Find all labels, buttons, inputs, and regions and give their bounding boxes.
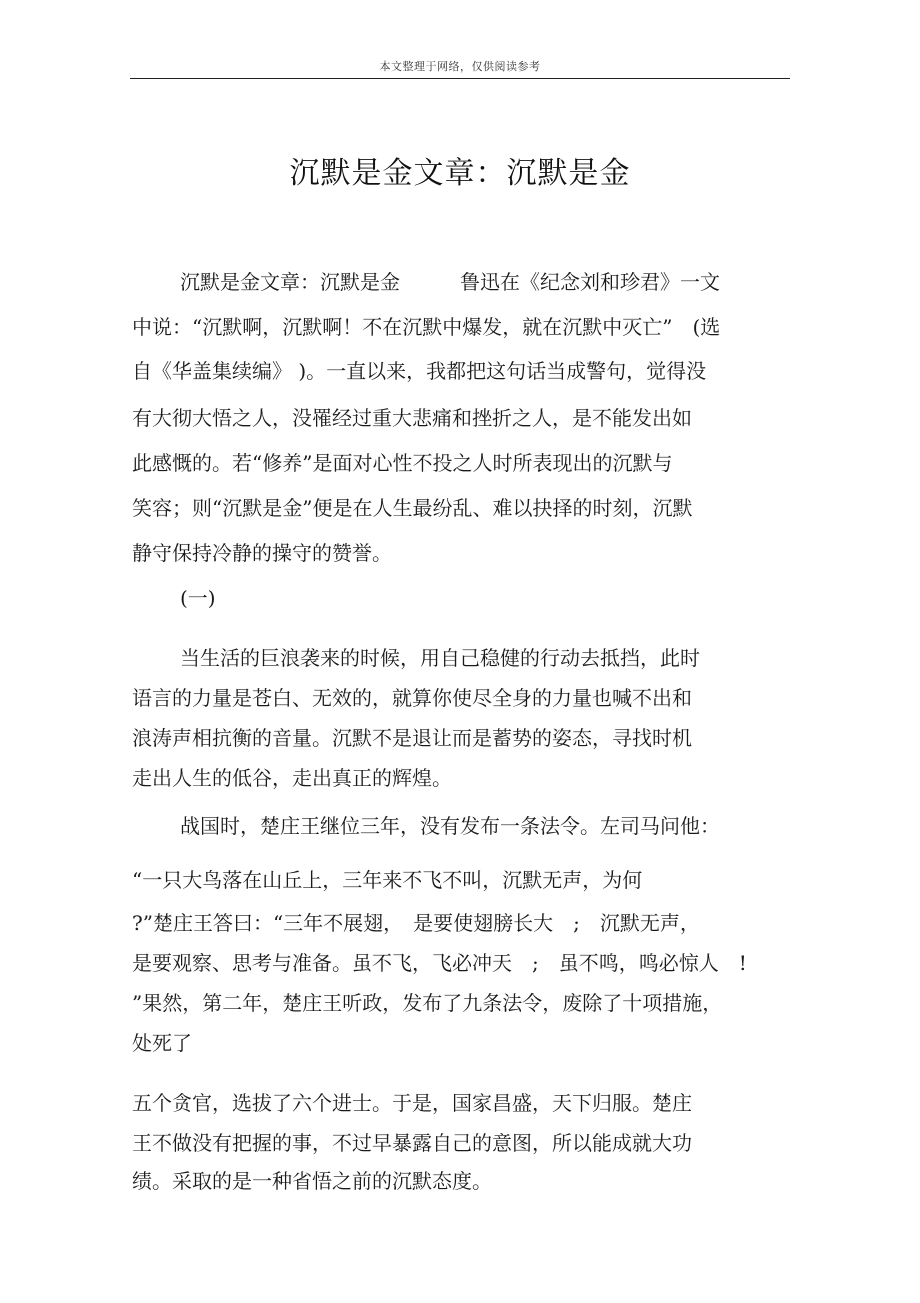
section-heading: (一): [180, 586, 216, 610]
body-line: 王不做没有把握的事，不过早暴露自己的意图，所以能成就大功: [132, 1131, 692, 1155]
body-line: 自《华盖集续编》 )。一直以来，我都把这句话当成警句，觉得没: [132, 359, 707, 383]
header-divider: [130, 78, 790, 79]
body-line: 绩。采取的是一种省悟之前的沉默态度。: [132, 1169, 492, 1193]
page-header: 本文整理于网络，仅供阅读参考: [379, 60, 541, 73]
body-line: 有大彻大悟之人，没罹经过重大悲痛和挫折之人，是不能发出如: [132, 406, 692, 430]
body-line: 走出人生的低谷，走出真正的辉煌。: [132, 766, 452, 790]
body-line: 沉默是金文章：沉默是金 鲁迅在《纪念刘和珍君》一文: [180, 270, 720, 294]
body-line: 处死了: [132, 1031, 192, 1055]
article-title: 沉默是金文章：沉默是金: [289, 156, 631, 191]
body-line: 笑容；则“沉默是金”便是在人生最纷乱、难以抉择的时刻，沉默: [132, 496, 693, 520]
body-line: ”果然，第二年，楚庄王听政，发布了九条法令，废除了十项措施，: [132, 991, 723, 1015]
body-line: 浪涛声相抗衡的音量。沉默不是退让而是蓄势的姿态，寻找时机: [132, 726, 692, 750]
body-line: 是要观察、思考与准备。虽不飞，飞必冲天 ; 虽不鸣，鸣必惊人 !: [132, 951, 747, 975]
body-line: 语言的力量是苍白、无效的，就算你使尽全身的力量也喊不出和: [132, 686, 692, 710]
body-line: 此感慨的。若“修养”是面对心性不投之人时所表现出的沉默与: [132, 451, 673, 475]
body-line: 五个贪官，选拔了六个进士。于是，国家昌盛，天下归服。楚庄: [132, 1091, 692, 1115]
body-line: 战国时，楚庄王继位三年，没有发布一条法令。左司马问他：: [180, 814, 720, 838]
body-line: ?”楚庄王答曰：“三年不展翅， 是要使翅膀长大 ; 沉默无声，: [132, 911, 700, 935]
body-line: 当生活的巨浪袭来的时候，用自己稳健的行动去抵挡，此时: [180, 646, 700, 670]
body-line: 中说：“沉默啊，沉默啊！不在沉默中爆发，就在沉默中灭亡” (选: [132, 315, 721, 339]
body-line: “一只大鸟落在山丘上，三年来不飞不叫，沉默无声，为何: [132, 868, 643, 892]
body-line: 静守保持冷静的操守的赞誉。: [132, 541, 392, 565]
